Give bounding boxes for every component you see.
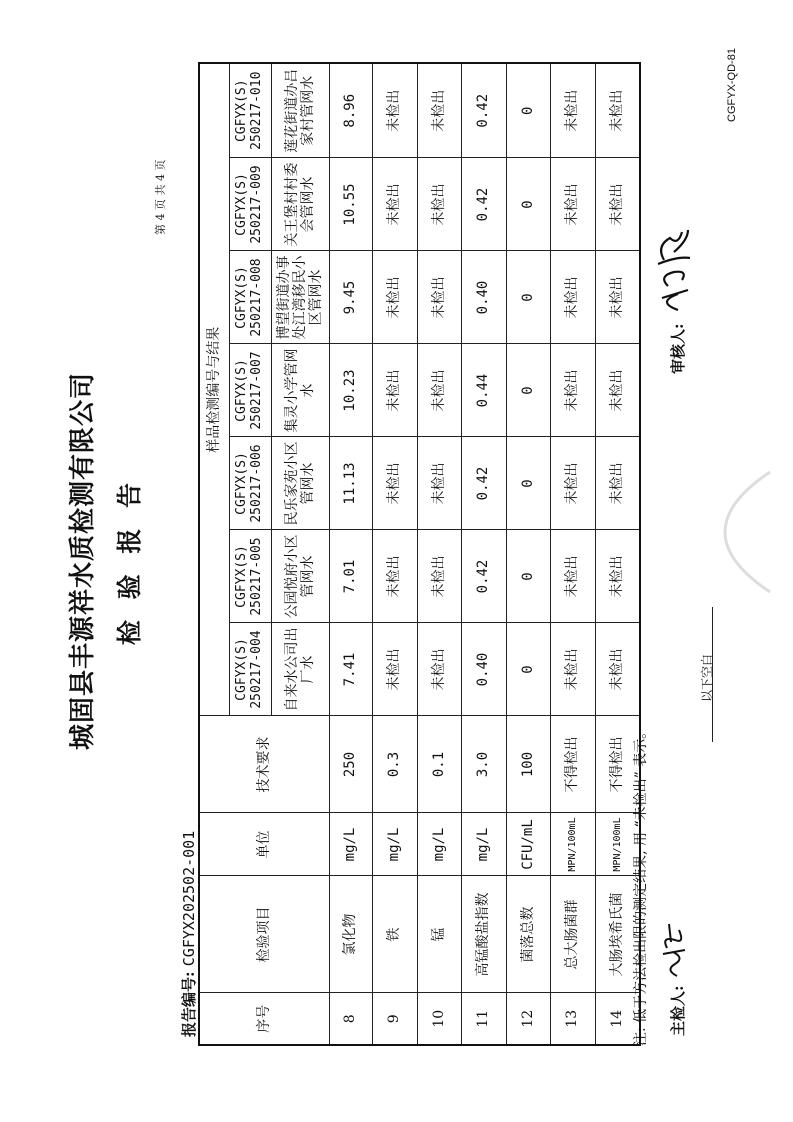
row-value: 未检出 xyxy=(417,251,461,344)
row-item: 菌落总数 xyxy=(506,876,550,993)
row-seq: 13 xyxy=(550,993,595,1045)
row-seq: 11 xyxy=(461,993,506,1045)
header-unit: 单位 xyxy=(199,813,329,876)
sample-name: 自来水公司出厂水 xyxy=(271,623,329,716)
row-value: 未检出 xyxy=(595,623,640,716)
row-value: 未检出 xyxy=(417,344,461,437)
row-requirement: 250 xyxy=(329,716,372,813)
sample-code: CGFYX(S) 250217-004 xyxy=(229,623,271,716)
row-value: 未检出 xyxy=(417,158,461,251)
row-value: 0.44 xyxy=(461,344,506,437)
row-value: 10.23 xyxy=(329,344,372,437)
report-number-value: CGFYX202502-001 xyxy=(180,830,198,967)
row-value: 0.40 xyxy=(461,623,506,716)
row-seq: 9 xyxy=(372,993,417,1045)
row-value: 9.45 xyxy=(329,251,372,344)
form-code: CGFYX-QD-81 xyxy=(726,48,738,122)
table-row xyxy=(372,63,417,1045)
row-value: 7.01 xyxy=(329,530,372,623)
row-value: 未检出 xyxy=(372,63,417,158)
row-value: 未检出 xyxy=(595,63,640,158)
sample-name: 公园悦府小区管网水 xyxy=(271,530,329,623)
row-requirement: 不得检出 xyxy=(550,716,595,813)
sample-name: 莲花街道办吕家村管网水 xyxy=(271,63,329,158)
row-unit: MPN/100mL xyxy=(595,813,640,876)
row-value: 0 xyxy=(506,344,550,437)
row-value: 未检出 xyxy=(550,623,595,716)
row-value: 0.40 xyxy=(461,251,506,344)
results-table xyxy=(198,62,641,1046)
table-row xyxy=(461,63,506,1045)
row-seq: 12 xyxy=(506,993,550,1045)
row-value: 未检出 xyxy=(595,437,640,530)
row-value: 未检出 xyxy=(550,530,595,623)
sample-name: 集灵小学管网水 xyxy=(271,344,329,437)
sample-name: 博望街道办事处江湾移民小区管网水 xyxy=(271,251,329,344)
row-value: 未检出 xyxy=(417,623,461,716)
table-row xyxy=(417,63,461,1045)
row-value: 未检出 xyxy=(595,530,640,623)
row-value: 11.13 xyxy=(329,437,372,530)
table-row xyxy=(329,63,372,1045)
report-number-label: 报告编号: xyxy=(180,971,198,1037)
row-value: 未检出 xyxy=(372,158,417,251)
row-value: 未检出 xyxy=(372,623,417,716)
row-value: 未检出 xyxy=(550,437,595,530)
row-value: 0 xyxy=(506,623,550,716)
row-requirement: 不得检出 xyxy=(595,716,640,813)
report-number xyxy=(178,831,199,1037)
blank-underline xyxy=(712,607,713,742)
row-unit: mg/L xyxy=(417,813,461,876)
row-item: 高锰酸盐指数 xyxy=(461,876,506,993)
row-seq: 14 xyxy=(595,993,640,1045)
sample-code: CGFYX(S) 250217-010 xyxy=(229,63,271,158)
row-value: 7.41 xyxy=(329,623,372,716)
row-value: 0 xyxy=(506,437,550,530)
row-requirement: 3.0 xyxy=(461,716,506,813)
row-value: 10.55 xyxy=(329,158,372,251)
row-value: 未检出 xyxy=(372,437,417,530)
document-title: 检 验 报 告 xyxy=(115,476,144,646)
company-name: 城固县丰源祥水质检测有限公司 xyxy=(68,372,98,751)
footnote: 注: 低于方法检出限的测定结果, 用 “未检出” 表示。 xyxy=(633,724,649,1046)
reviewer-label: 审核人: xyxy=(669,323,687,374)
row-value: 未检出 xyxy=(372,530,417,623)
row-value: 未检出 xyxy=(550,63,595,158)
row-unit: CFU/mL xyxy=(506,813,550,876)
inspector-signature xyxy=(655,920,691,980)
header-seq: 序号 xyxy=(199,993,329,1045)
reviewer-signature xyxy=(648,226,698,316)
sample-code: CGFYX(S) 250217-009 xyxy=(229,158,271,251)
row-value: 未检出 xyxy=(595,251,640,344)
row-value: 未检出 xyxy=(595,158,640,251)
row-item: 氯化物 xyxy=(329,876,372,993)
row-item: 总大肠菌群 xyxy=(550,876,595,993)
row-value: 8.96 xyxy=(329,63,372,158)
row-requirement: 100 xyxy=(506,716,550,813)
row-value: 未检出 xyxy=(550,158,595,251)
row-seq: 10 xyxy=(417,993,461,1045)
page-info: 第 4 页 共 4 页 xyxy=(154,159,167,235)
row-requirement: 0.3 xyxy=(372,716,417,813)
faint-seal-stamp xyxy=(700,462,780,602)
row-item: 锰 xyxy=(417,876,461,993)
sample-name: 民乐家苑小区管网水 xyxy=(271,437,329,530)
row-value: 未检出 xyxy=(417,437,461,530)
sample-name: 关王堡村村委会管网水 xyxy=(271,158,329,251)
row-value: 未检出 xyxy=(372,344,417,437)
row-value: 0 xyxy=(506,530,550,623)
row-value: 0.42 xyxy=(461,63,506,158)
row-value: 0.42 xyxy=(461,158,506,251)
row-value: 0 xyxy=(506,63,550,158)
header-results-group: 样品检测编号与结果 xyxy=(199,63,229,716)
row-unit: mg/L xyxy=(329,813,372,876)
row-value: 未检出 xyxy=(417,530,461,623)
row-unit: MPN/100mL xyxy=(550,813,595,876)
inspector-label: 主检人: xyxy=(669,985,687,1036)
row-value: 0 xyxy=(506,158,550,251)
row-value: 0 xyxy=(506,251,550,344)
row-requirement: 0.1 xyxy=(417,716,461,813)
row-value: 未检出 xyxy=(372,251,417,344)
table-row xyxy=(550,63,595,1045)
row-unit: mg/L xyxy=(372,813,417,876)
row-unit: mg/L xyxy=(461,813,506,876)
row-value: 未检出 xyxy=(417,63,461,158)
blank-note: 以下空白 xyxy=(700,653,714,702)
sample-code: CGFYX(S) 250217-006 xyxy=(229,437,271,530)
row-item: 铁 xyxy=(372,876,417,993)
row-value: 未检出 xyxy=(550,344,595,437)
row-item: 大肠埃希氏菌 xyxy=(595,876,640,993)
row-seq: 8 xyxy=(329,993,372,1045)
row-value: 未检出 xyxy=(595,344,640,437)
table-row xyxy=(506,63,550,1045)
row-value: 未检出 xyxy=(550,251,595,344)
sample-code: CGFYX(S) 250217-008 xyxy=(229,251,271,344)
sample-code: CGFYX(S) 250217-007 xyxy=(229,344,271,437)
header-item: 检验项目 xyxy=(199,876,329,993)
header-requirement: 技术要求 xyxy=(199,716,329,813)
row-value: 0.42 xyxy=(461,530,506,623)
row-value: 0.42 xyxy=(461,437,506,530)
sample-code: CGFYX(S) 250217-005 xyxy=(229,530,271,623)
